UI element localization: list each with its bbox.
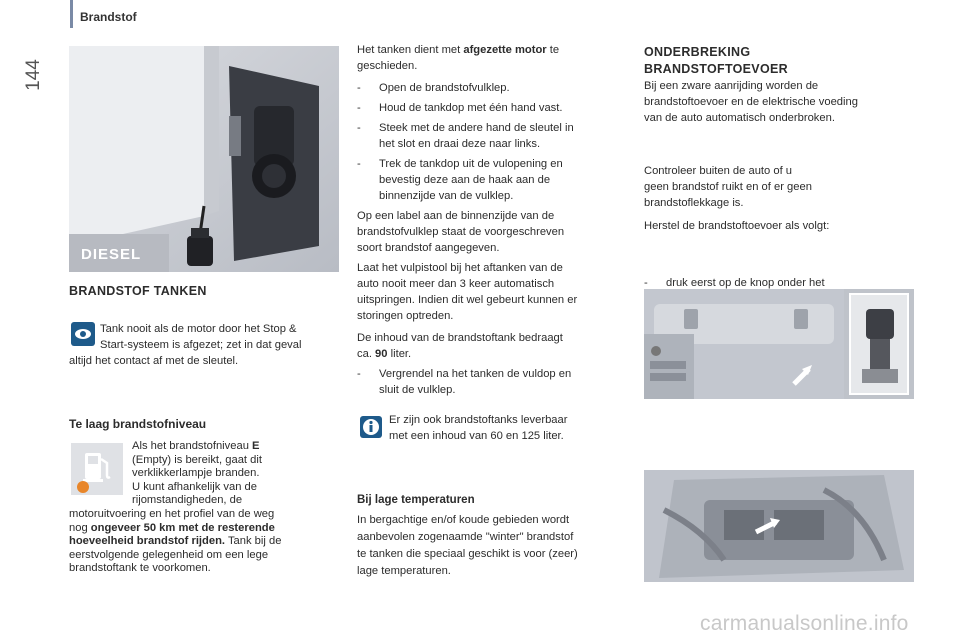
cutoff-check: Controleer buiten de auto of u geen brandstof ruikt en of er geen brandstoflekkage is. [644, 165, 812, 209]
diesel-label: DIESEL [81, 246, 142, 263]
section-header: Brandstof [80, 10, 137, 24]
fuel-cap-photo [69, 46, 339, 272]
step-insert-key: - Steek met de andere hand de sleutel in het slot en draai deze naar links. [357, 122, 574, 150]
battery-compartment-photo [644, 470, 914, 582]
info-icon [360, 416, 382, 438]
tank-capacity-paragraph: De inhoud van de brandstoftank bedraagt ca. 90 liter. [357, 332, 563, 360]
page-number [14, 40, 54, 110]
cutoff-intro: Bij een zware aanrijding worden de brandstoftoevoer en de elektrische voeding van de auto automatisch onderbroken. [644, 80, 858, 124]
warning-dot-icon [76, 480, 90, 494]
heading-brandstof-tanken: BRANDSTOF TANKEN [69, 284, 207, 298]
step-lock-cap: - Vergrendel na het tanken de vuldop en sluit de vulklep. [357, 368, 572, 396]
low-fuel-paragraph-b: motoruitvoering en het profiel van de weg nog ongeveer 50 km met de resterende hoeveelheid brandstof rijden. Tank bij de eerstvolgende gelegenheid om een lege brandstoftank te voorkomen. [69, 508, 282, 574]
step-remove-cap: - Trek de tankdop uit de vulopening en bevestig deze aan de haak aan de binnenzijde van de vulklep. [357, 158, 563, 202]
refuel-intro: Het tanken dient met afgezette motor te geschieden. [357, 44, 560, 72]
refuel-steps [357, 80, 632, 204]
eye-note-line3: altijd het contact af met de sleutel. [69, 355, 239, 367]
cutoff-restore: Herstel de brandstoftoevoer als volgt: [644, 220, 830, 232]
low-temp-paragraph: In bergachtige en/of koude gebieden wordt aanbevolen zogenaamde "winter" brandstof te tanken die speciaal geschikt is voor (zeer) lage temperaturen. [357, 514, 578, 577]
page-edge-bar [70, 0, 73, 28]
nozzle-paragraph: Laat het vulpistool bij het aftanken van de auto nooit meer dan 3 keer automatisch uitspringen. Indien dit wel gebeurt kunnen er storingen optreden. [357, 262, 578, 322]
dashboard-button-photo [644, 289, 914, 399]
footer-watermark: carmanualsonline.info [700, 612, 909, 635]
step-hold-cap: - Houd de tankdop met één hand vast. [357, 102, 563, 114]
fuel-label-paragraph: Op een label aan de binnenzijde van de brandstofvulklep staat de voorgeschreven soort brandstof aangegeven. [357, 210, 565, 254]
low-fuel-paragraph-a: Als het brandstofniveau E (Empty) is bereikt, gaat dit verklikkerlampje branden. U kunt afhankelijk van de rijomstandigheden, de [132, 440, 262, 506]
info-note: Er zijn ook brandstoftanks leverbaar met een inhoud van 60 en 125 liter. [389, 414, 568, 442]
heading-low-fuel: Te laag brandstofniveau [69, 417, 207, 431]
svg-text:144: 144 [23, 59, 45, 91]
cutoff-step1: - druk eerst op de knop onder het [644, 277, 825, 289]
eye-icon [71, 322, 95, 346]
eye-note: Tank nooit als de motor door het Stop & Start-systeem is afgezet; zet in dat geval [100, 323, 302, 351]
heading-low-temp: Bij lage temperaturen [357, 494, 475, 506]
step-open-flap: - Open de brandstofvulklep. [357, 82, 510, 94]
heading-fuel-cutoff: ONDERBREKING BRANDSTOFTOEVOER [644, 45, 788, 76]
